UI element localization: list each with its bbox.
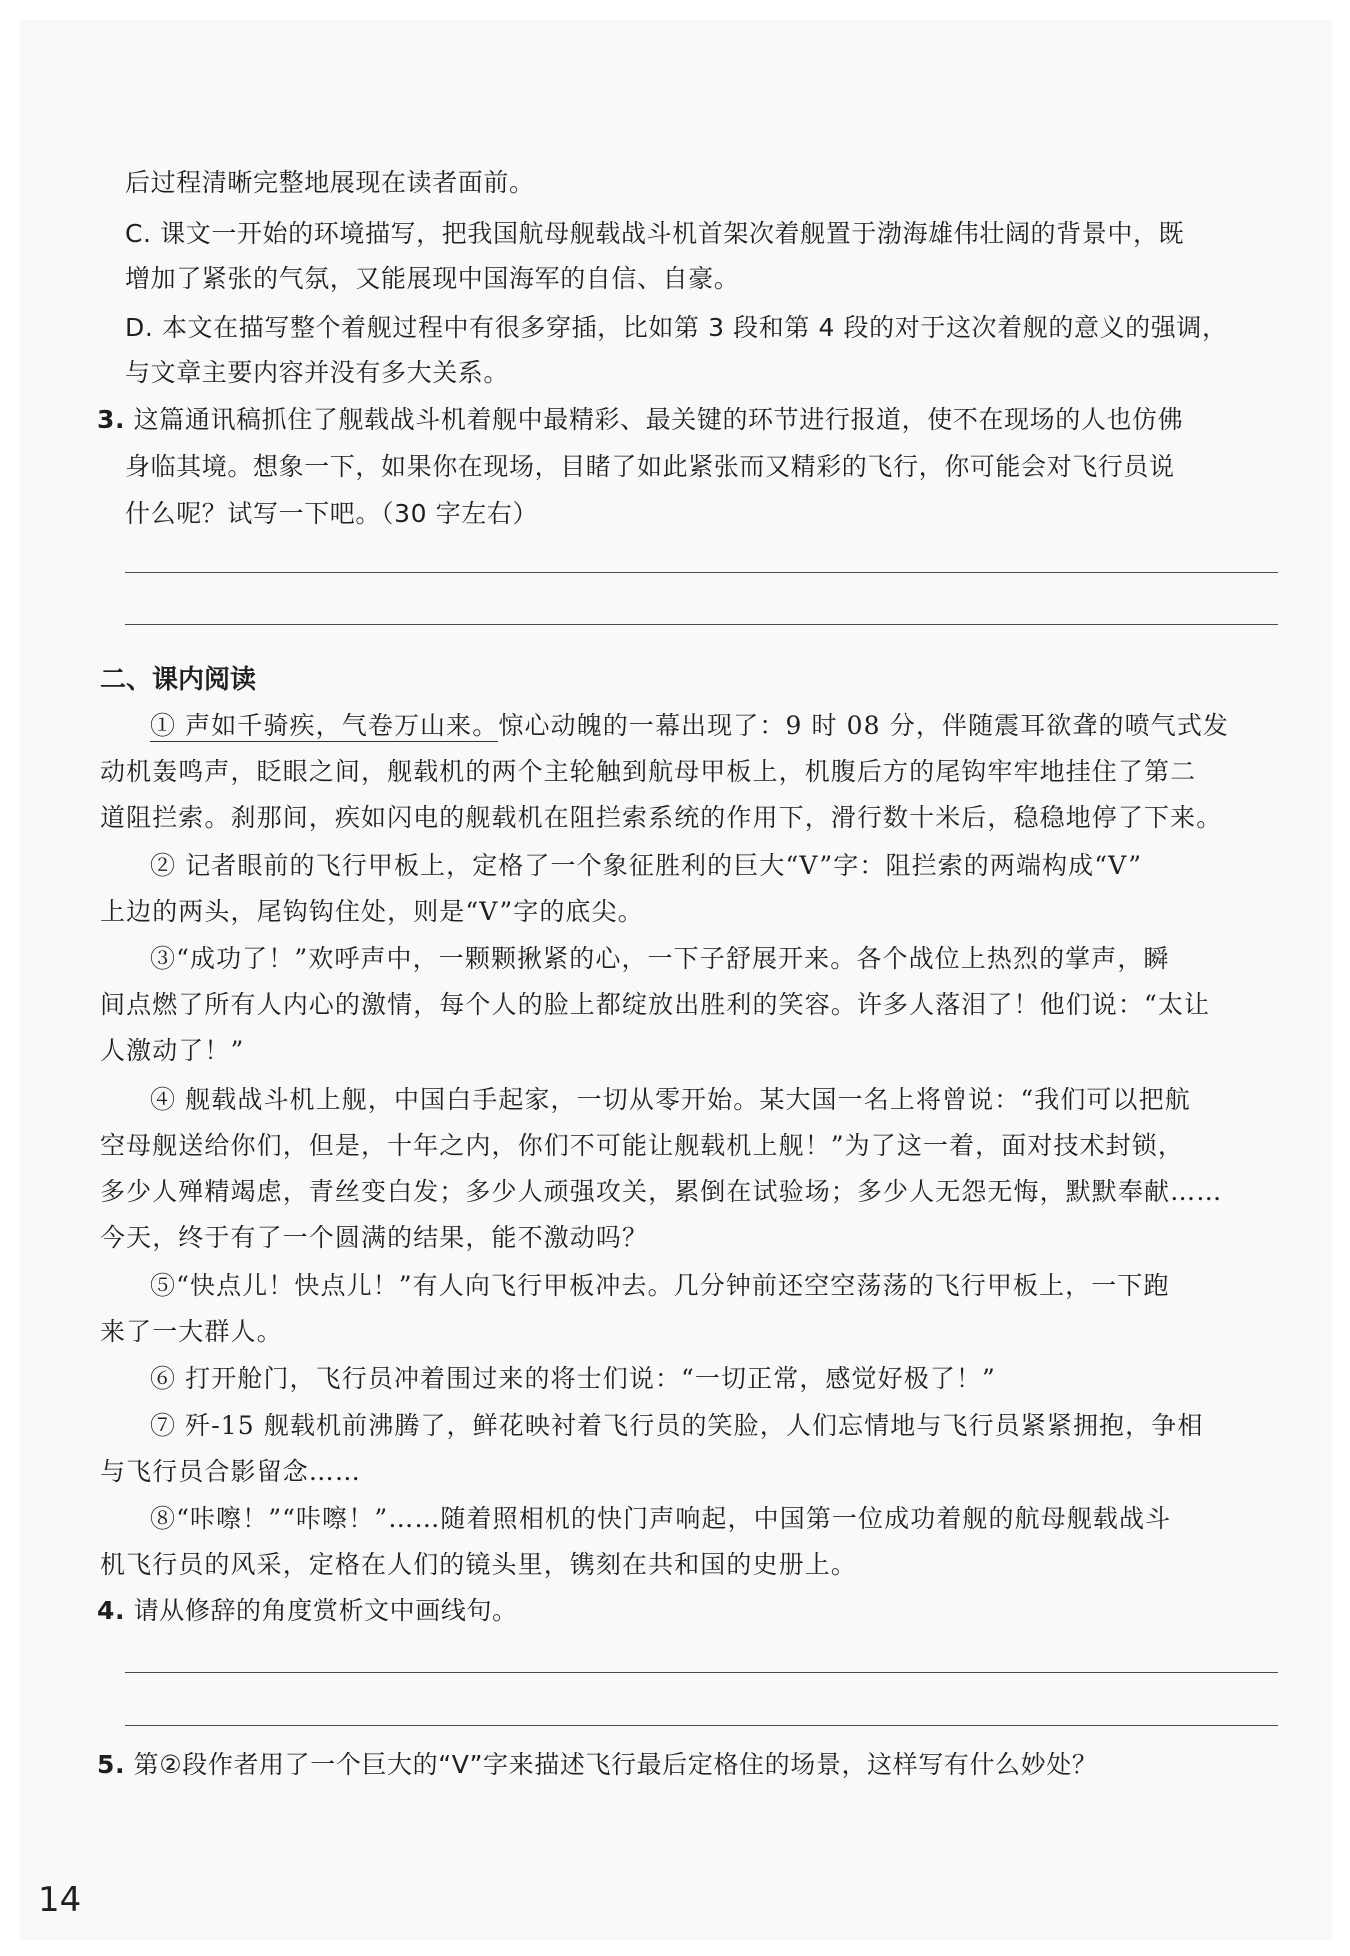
question-4-number: 4. — [97, 1596, 126, 1625]
answer-line-q3-1[interactable] — [125, 572, 1278, 573]
paragraph-1-line-1 — [150, 709, 1229, 743]
paragraph-7-line-2: 与飞行员合影留念…… — [100, 1457, 362, 1486]
paragraph-4-line-2: 空母舰送给你们，但是，十年之内，你们不可能让舰载机上舰！”为了这一着，面对技术封锁， — [100, 1131, 1184, 1160]
option-d-line-1: D. 本文在描写整个着舰过程中有很多穿插，比如第 3 段和第 4 段的对于这次着舰的意义的强调， — [125, 313, 1228, 342]
paragraph-7-line-1: ⑦ 歼-15 舰载机前沸腾了，鲜花映衬着飞行员的笑脸，人们忘情地与飞行员紧紧拥抱，争相 — [150, 1411, 1204, 1440]
workbook-page — [20, 20, 1332, 1940]
paragraph-8-line-1: ⑧“咔嚓！”“咔嚓！”……随着照相机的快门声响起，中国第一位成功着舰的航母舰载战斗 — [150, 1504, 1172, 1533]
question-5-text: 第②段作者用了一个巨大的“V”字来描述飞行最后定格住的场景，这样写有什么妙处？ — [133, 1750, 1098, 1779]
paragraph-5-line-2: 来了一大群人。 — [100, 1317, 283, 1346]
question-5-number: 5. — [97, 1750, 126, 1779]
answer-line-q4-2[interactable] — [125, 1725, 1278, 1726]
paragraph-5-line-1: ⑤“快点儿！快点儿！”有人向飞行甲板冲去。几分钟前还空空荡荡的飞行甲板上，一下跑 — [150, 1271, 1170, 1300]
paragraph-2-line-1: ② 记者眼前的飞行甲板上，定格了一个象征胜利的巨大“V”字：阻拦索的两端构成“V” — [150, 851, 1143, 880]
question-3-line-1: 这篇通讯稿抓住了舰载战斗机着舰中最精彩、最关键的环节进行报道，使不在现场的人也仿佛 — [133, 405, 1184, 434]
section-heading: 二、课内阅读 — [100, 665, 257, 695]
question-3-line-2: 身临其境。想象一下，如果你在现场，目睹了如此紧张而又精彩的飞行，你可能会对飞行员说 — [125, 452, 1175, 481]
option-b-tail: 后过程清晰完整地展现在读者面前。 — [125, 168, 535, 197]
paragraph-1-line-1-rest: 惊心动魄的一幕出现了：9 时 08 分，伴随震耳欲聋的喷气式发 — [498, 711, 1230, 740]
paragraph-3-line-2: 间点燃了所有人内心的激情，每个人的脸上都绽放出胜利的笑容。许多人落泪了！他们说：“太让 — [100, 990, 1211, 1019]
question-4 — [97, 1594, 518, 1628]
paragraph-3-line-1: ③“成功了！”欢呼声中，一颗颗揪紧的心，一下子舒展开来。各个战位上热烈的掌声，瞬 — [150, 944, 1170, 973]
question-5 — [97, 1748, 1097, 1782]
paragraph-3-line-3: 人激动了！” — [100, 1036, 245, 1065]
question-3 — [97, 403, 1183, 437]
answer-line-q4-1[interactable] — [125, 1672, 1278, 1673]
option-c-line-2: 增加了紧张的气氛，又能展现中国海军的自信、自豪。 — [125, 264, 740, 293]
question-4-text: 请从修辞的角度赏析文中画线句。 — [133, 1596, 518, 1625]
question-3-line-3: 什么呢？试写一下吧。（30 字左右） — [125, 499, 539, 528]
option-d-line-2: 与文章主要内容并没有多大关系。 — [125, 358, 510, 387]
paragraph-8-line-2: 机飞行员的风采，定格在人们的镜头里，镌刻在共和国的史册上。 — [100, 1550, 857, 1579]
option-c-line-1: C. 课文一开始的环境描写，把我国航母舰载战斗机首架次着舰置于渤海雄伟壮阔的背景中，既 — [125, 219, 1185, 248]
paragraph-1-line-2: 动机轰鸣声，眨眼之间，舰载机的两个主轮触到航母甲板上，机腹后方的尾钩牢牢地挂住了第二 — [100, 757, 1197, 786]
paragraph-4-line-4: 今天，终于有了一个圆满的结果，能不激动吗？ — [100, 1223, 649, 1252]
paragraph-1-line-3: 道阻拦索。刹那间，疾如闪电的舰载机在阻拦索系统的作用下，滑行数十米后，稳稳地停了下来。 — [100, 803, 1223, 832]
page-number: 14 — [38, 1880, 82, 1920]
paragraph-4-line-1: ④ 舰载战斗机上舰，中国白手起家，一切从零开始。某大国一名上将曾说：“我们可以把航 — [150, 1085, 1191, 1114]
underlined-sentence: ① 声如千骑疾，气卷万山来。 — [150, 711, 499, 740]
answer-line-q3-2[interactable] — [125, 624, 1278, 625]
paragraph-6-line-1: ⑥ 打开舱门，飞行员冲着围过来的将士们说：“一切正常，感觉好极了！” — [150, 1364, 996, 1393]
question-3-number: 3. — [97, 405, 126, 434]
paragraph-2-line-2: 上边的两头，尾钩钩住处，则是“V”字的底尖。 — [100, 897, 644, 926]
paragraph-4-line-3: 多少人殚精竭虑，青丝变白发；多少人顽强攻关，累倒在试验场；多少人无怨无悔，默默奉献…… — [100, 1177, 1223, 1206]
